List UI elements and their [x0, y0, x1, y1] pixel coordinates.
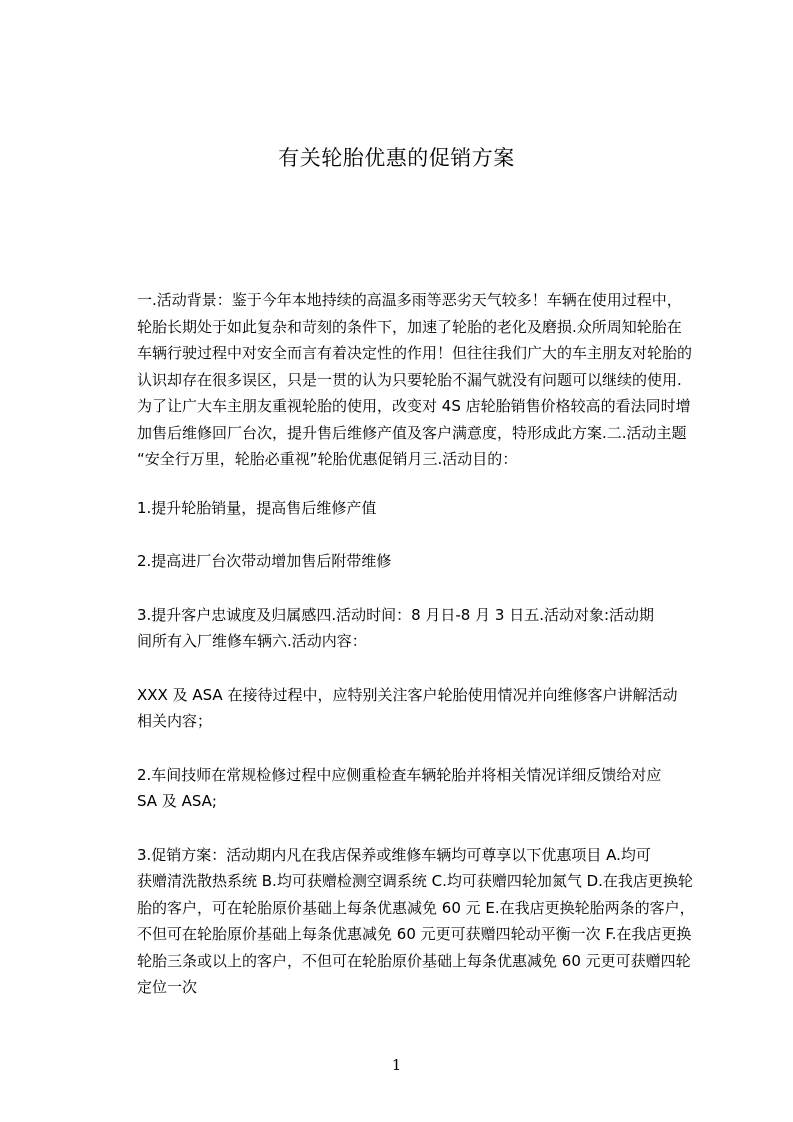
page-number: 1 [391, 1056, 402, 1074]
text-line: 相关内容； [137, 712, 213, 730]
text-line: 定位一次 [137, 978, 198, 996]
text-line: 一.活动背景：鉴于今年本地持续的高温多雨等恶劣天气较多！车辆在使用过程中， [137, 291, 682, 309]
text-line: 胎的客户，可在轮胎原价基础上每条优惠减免 60 元 E.在我店更换轮胎两条的客户， [137, 898, 695, 917]
text-line: XXX 及 ASA 在接待过程中，应特别关注客户轮胎使用情况并向维修客户讲解活动 [137, 685, 678, 704]
text-line: SA 及 ASA; [137, 792, 217, 810]
text-line: 认识却存在很多误区，只是一贯的认为只要轮胎不漏气就没有问题可以继续的使用. [137, 370, 682, 389]
paragraph-background [107, 287, 721, 473]
text-line: 3.提升客户忠诚度及归属感四.活动时间：8 月日-8 月 3 日五.活动对象:活动期 [137, 605, 655, 624]
paragraph-goal-1 [107, 495, 721, 522]
paragraph-content-1 [107, 682, 721, 735]
document-body [107, 287, 721, 1001]
paragraph-promotion-plan [107, 842, 721, 1001]
document-title: 有关轮胎优惠的促销方案 [278, 146, 515, 170]
text-line: “安全行万里，轮胎必重视”轮胎优惠促销月三.活动目的： [137, 450, 518, 468]
text-line: 2.提高进厂台次带动增加售后附带维修 [137, 552, 392, 570]
text-line: 1.提升轮胎销量，提高售后维修产值 [137, 498, 377, 517]
paragraph-goal-2 [107, 548, 721, 575]
text-line: 获赠清洗散热系统 B.均可获赠检测空调系统 C.均可获赠四轮加氮气 D.在我店更换轮 [137, 872, 693, 890]
text-line: 轮胎长期处于如此复杂和苛刻的条件下，加速了轮胎的老化及磨损.众所周知轮胎在 [137, 317, 682, 336]
text-line: 为了让广大车主朋友重视轮胎的使用，改变对 4S 店轮胎销售价格较高的看法同时增 [137, 397, 691, 415]
text-line: 轮胎三条或以上的客户，不但可在轮胎原价基础上每条优惠减免 60 元更可获赠四轮 [137, 951, 691, 970]
text-line: 3.促销方案：活动期内凡在我店保养或维修车辆均可尊享以下优惠项目 A.均可 [137, 845, 651, 864]
text-line: 车辆行驶过程中对安全而言有着决定性的作用！但往往我们广大的车主朋友对轮胎的 [137, 344, 693, 362]
text-line: 加售后维修回厂台次，提升售后维修产值及客户满意度，特形成此方案.二.活动主题 [137, 423, 687, 442]
text-line: 间所有入厂维修车辆六.活动内容： [137, 632, 367, 650]
paragraph-goal-3 [107, 602, 721, 655]
text-line: 2.车间技师在常规检修过程中应侧重检查车辆轮胎并将相关情况详细反馈给对应 [137, 765, 662, 784]
text-line: 不但可在轮胎原价基础上每条优惠减免 60 元更可获赠四轮动平衡一次 F.在我店更换 [137, 925, 692, 943]
paragraph-content-2 [107, 762, 721, 815]
